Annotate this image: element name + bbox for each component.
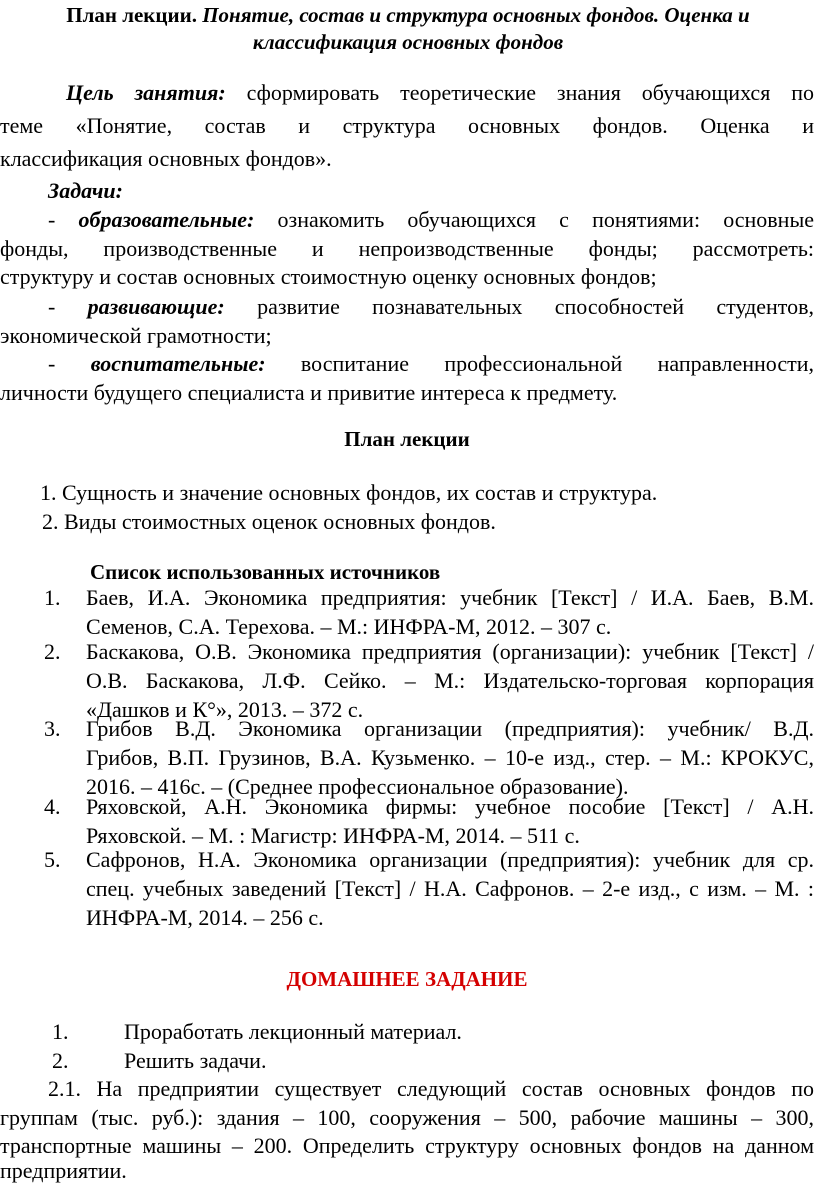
homework-task-line-4: предприятии.: [0, 1158, 127, 1183]
tasks-label: Задачи:: [48, 178, 123, 203]
source-line: «Дашков и К°», 2013. – 372 с.: [86, 697, 364, 722]
source-num: 3.: [44, 716, 61, 741]
dash: -: [48, 351, 56, 376]
source-num: 2.: [44, 639, 61, 664]
task-upb-line-1: [48, 351, 814, 377]
task-upb-label: воспитательные:: [90, 351, 266, 376]
homework-task-line-3: транспортные машины – 200. Определить структуру основных фондов на данном: [0, 1133, 814, 1158]
homework-heading: ДОМАШНЕЕ ЗАДАНИЕ: [286, 967, 528, 991]
goal-text-1: сформировать теоретические знания обучающихся по: [246, 80, 814, 105]
dash: -: [48, 294, 56, 319]
source-line: Сафронов, Н.А. Экономика организации (предприятия): учебник для ср.: [86, 847, 814, 872]
source-line: спец. учебных заведений [Текст] / Н.А. Сафронов. – 2-е изд., с изм. – М. :: [86, 876, 814, 901]
source-line: Ряховской, А.Н. Экономика фирмы: учебное пособие [Текст] / А.Н.: [86, 794, 814, 819]
homework-task-text-1: 2.1. На предприятии существует следующий состав основных фондов по: [48, 1076, 814, 1101]
homework-task-line-1: [48, 1076, 814, 1102]
goal-line-2: теме «Понятие, состав и структура основных фондов. Оценка и: [0, 113, 814, 138]
title-line-1: [20, 2, 796, 29]
plan-item-1: 1. Сущность и значение основных фондов, их состав и структура.: [40, 480, 658, 505]
task-edu-line-1: [48, 207, 814, 233]
source-line: Семенов, С.А. Терехова. – М.: ИНФРА-М, 2012. – 307 с.: [86, 614, 612, 639]
title-topic-1: Понятие, состав и структура основных фондов. Оценка и: [202, 3, 750, 27]
source-num: 1.: [44, 585, 61, 610]
plan-item-2: 2. Виды стоимостных оценок основных фондов.: [42, 509, 496, 534]
source-line: О.В. Баскакова, Л.Ф. Сейко. – М.: Издательско-торговая корпорация: [86, 668, 814, 693]
task-dev-line-1: [48, 294, 814, 320]
homework-text: Решить задачи.: [124, 1048, 267, 1073]
title-topic-2: классификация основных фондов: [252, 30, 564, 54]
source-line: Ряховской. – М. : Магистр: ИНФРА-М, 2014. – 511 с.: [86, 823, 580, 848]
homework-task-line-2: группам (тыс. руб.): здания – 100, сооружения – 500, рабочие машины – 300,: [0, 1105, 814, 1130]
homework-item-2: [52, 1048, 266, 1074]
task-edu-text-1: ознакомить обучающихся с понятиями: основные: [277, 207, 814, 232]
task-edu-line-3: структуру и состав основных стоимостную оценку основных фондов;: [0, 264, 657, 289]
homework-text: Проработать лекционный материал.: [124, 1019, 462, 1044]
goal-line-1: [66, 80, 814, 106]
source-line: Грибов В.Д. Экономика организации (предприятия): учебник/ В.Д.: [86, 716, 814, 741]
title-line-2: [20, 29, 796, 56]
source-line: ИНФРА-М, 2014. – 256 с.: [86, 905, 324, 930]
plan-heading: План лекции: [344, 427, 470, 451]
source-line: Грибов, В.П. Грузинов, В.А. Кузьменко. – 10-е изд., стер. – М.: КРОКУС,: [86, 745, 814, 770]
goal-line-3: классификация основных фондов».: [0, 146, 332, 171]
goal-label: Цель занятия:: [66, 80, 226, 105]
homework-item-1: [52, 1019, 462, 1045]
task-dev-label: развивающие:: [87, 294, 225, 319]
homework-num: 1.: [52, 1019, 69, 1044]
source-line: 2016. – 416с. – (Среднее профессиональное образование).: [86, 774, 629, 799]
page-title: [20, 2, 796, 56]
task-upb-line-2: личности будущего специалиста и привитие интереса к предмету.: [0, 380, 618, 405]
source-line: Баскакова, О.В. Экономика предприятия (организации): учебник [Текст] /: [86, 639, 814, 664]
homework-num: 2.: [52, 1048, 69, 1073]
sources-heading: Список использованных источников: [90, 560, 441, 584]
task-edu-label: образовательные:: [78, 207, 255, 232]
title-prefix: План лекции.: [66, 3, 197, 27]
source-num: 4.: [44, 794, 61, 819]
dash: -: [48, 207, 56, 232]
task-dev-text-1: развитие познавательных способностей студентов,: [257, 294, 815, 319]
source-num: 5.: [44, 847, 61, 872]
source-line: Баев, И.А. Экономика предприятия: учебник [Текст] / И.А. Баев, В.М.: [86, 585, 814, 610]
task-edu-line-2: фонды, производственные и непроизводственные фонды; рассмотреть:: [0, 236, 814, 261]
task-dev-line-2: экономической грамотности;: [0, 323, 272, 348]
task-upb-text-1: воспитание профессиональной направленности,: [300, 351, 815, 376]
